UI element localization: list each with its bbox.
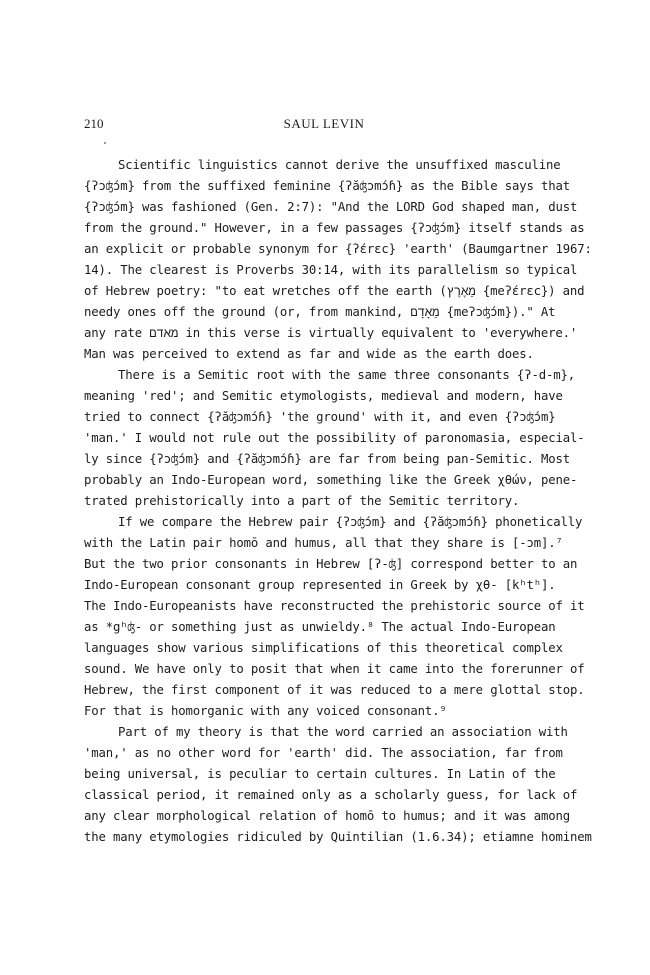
text-line: The Indo-Europeanists have reconstructed the prehistoric source of it <box>84 599 585 613</box>
page-header <box>84 116 564 136</box>
text-line: Part of my theory is that the word carried an association with <box>118 725 568 739</box>
page-number: 210 <box>84 116 104 131</box>
text-line: Indo-European consonant group represented in Greek by χθ- [kʰtʰ]. <box>84 578 556 592</box>
text-line: If we compare the Hebrew pair {ʔɔʤɔ́m} and {ʔăʤɔmɔ́ɦ} phonetically <box>118 515 583 529</box>
text-line: For that is homorganic with any voiced consonant.⁹ <box>84 704 447 718</box>
text-line: an explicit or probable synonym for {ʔɛ́rɛc} 'earth' (Baumgartner 1967: <box>84 242 592 256</box>
text-line: any rate מאדם in this verse is virtually equivalent to 'everywhere.' <box>84 326 578 340</box>
paragraph <box>84 365 585 512</box>
text-line: from the ground." However, in a few passages {ʔɔʤɔ́m} itself stands as <box>84 221 585 235</box>
text-line: But the two prior consonants in Hebrew [ʔ-ʤ] correspond better to an <box>84 557 578 571</box>
text-line: any clear morphological relation of homō to humus; and it was among <box>84 809 570 823</box>
text-line: probably an Indo-European word, something like the Greek χθών, pene- <box>84 473 578 487</box>
paragraph <box>84 155 592 365</box>
text-line: {ʔɔʤɔ́m} from the suffixed feminine {ʔăʤɔmɔ́ɦ} as the Bible says that <box>84 179 570 193</box>
text-line: {ʔɔʤɔ́m} was fashioned (Gen. 2:7): "And the LORD God shaped man, dust <box>84 200 578 214</box>
text-line: ly since {ʔɔʤɔ́m} and {ʔăʤɔmɔ́ɦ} are far from being pan-Semitic. Most <box>84 452 570 466</box>
text-line: trated prehistorically into a part of the Semitic territory. <box>84 494 520 508</box>
text-line: sound. We have only to posit that when it came into the forerunner of <box>84 662 585 676</box>
text-line: languages show various simplifications of this theoretical complex <box>84 641 563 655</box>
paragraph <box>84 722 592 848</box>
text-line: 14). The clearest is Proverbs 30:14, with its parallelism so typical <box>84 263 578 277</box>
text-line: meaning 'red'; and Semitic etymologists, medieval and modern, have <box>84 389 563 403</box>
print-speck <box>104 142 106 144</box>
text-line: needy ones off the ground (or, from mankind, מֵאָדָם {meʔɔʤɔ́m})." At <box>84 305 556 319</box>
text-line: being universal, is peculiar to certain cultures. In Latin of the <box>84 767 556 781</box>
text-line: Hebrew, the first component of it was reduced to a mere glottal stop. <box>84 683 585 697</box>
text-line: 'man,' as no other word for 'earth' did. The association, far from <box>84 746 563 760</box>
text-line: classical period, it remained only as a scholarly guess, for lack of <box>84 788 578 802</box>
text-line: 'man.' I would not rule out the possibility of paronomasia, especial- <box>84 431 585 445</box>
running-head: SAUL LEVIN <box>283 116 365 131</box>
text-line: of Hebrew poetry: "to eat wretches off the earth (מֵאֶרֶץ {meʔɛ́rɛc}) and <box>84 284 585 298</box>
text-line: the many etymologies ridiculed by Quintilian (1.6.34); etiamne hominem <box>84 830 592 844</box>
text-line: as *gʰʤ- or something just as unwieldy.⁸ The actual Indo-European <box>84 620 556 634</box>
text-line: Scientific linguistics cannot derive the unsuffixed masculine <box>118 158 561 172</box>
body-text <box>84 155 592 848</box>
text-line: with the Latin pair homō and humus, all that they share is [-ɔm].⁷ <box>84 536 563 550</box>
text-line: tried to connect {ʔăʤɔmɔ́ɦ} 'the ground' with it, and even {ʔɔʤɔ́m} <box>84 410 556 424</box>
paragraph <box>84 512 585 722</box>
text-line: There is a Semitic root with the same three consonants {ʔ-d-m}, <box>118 368 575 382</box>
text-line: Man was perceived to extend as far and wide as the earth does. <box>84 347 534 361</box>
